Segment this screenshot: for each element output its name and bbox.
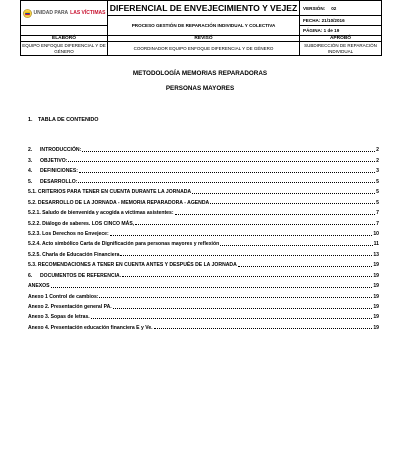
toc-entry-number: 3. xyxy=(28,157,33,164)
reviso-label: REVISÓ xyxy=(108,36,300,42)
reviso-name: COORDINADOR EQUIPO ENFOQUE DIFERENCIAL Y DE GÉNERO xyxy=(108,42,300,56)
toc-entry-page: 19 xyxy=(373,324,379,331)
toc-entry[interactable] xyxy=(28,195,379,205)
toc-entry[interactable] xyxy=(28,320,379,330)
toc-entry[interactable] xyxy=(28,143,379,153)
toc-entry-page: 5 xyxy=(376,199,379,206)
version-label: VERSIÓN: xyxy=(303,5,326,11)
toc-entry-text[interactable]: DOCUMENTOS DE REFERENCIA. xyxy=(40,272,122,279)
toc-entry-page: 19 xyxy=(373,262,379,269)
toc-leader-dots xyxy=(192,193,375,194)
toc-entry-page: 10 xyxy=(373,230,379,237)
toc-entry-page: 2 xyxy=(376,147,379,154)
toc-heading-number: 1. xyxy=(28,117,33,123)
toc-entry-text[interactable]: Anexo 2. Presentación general PA. xyxy=(28,304,112,310)
colombia-seal-icon xyxy=(23,9,32,18)
toc-entry-page: 5 xyxy=(376,189,379,196)
toc-entry-text[interactable]: 5.2.1. Saludo de bienvenida y acogida a víctimas asistentes: xyxy=(28,210,174,217)
toc-entry-text[interactable]: DEFINICIONES: xyxy=(40,168,78,175)
toc-entry[interactable] xyxy=(28,279,379,289)
toc-heading-label: TABLA DE CONTENIDO xyxy=(38,117,99,123)
toc-leader-dots xyxy=(135,224,375,225)
toc-entry[interactable] xyxy=(28,185,379,195)
toc-entry-page: 19 xyxy=(373,293,379,300)
toc-entry-page: 7 xyxy=(376,220,379,227)
methodology-title: METODOLOGÍA MEMORIAS REPARADORAS xyxy=(132,70,268,77)
toc-entry-number: 2. xyxy=(28,147,33,154)
logo-text: UNIDAD PARA xyxy=(33,10,69,16)
toc-leader-dots xyxy=(120,255,372,256)
toc-leader-dots xyxy=(82,151,375,152)
document-title-cell: DIFERENCIAL DE ENVEJECIMIENTO Y VEJEZ xyxy=(108,1,300,16)
toc-entry-text[interactable]: 5.2. DESARROLLO DE LA JORNADA - MEMORIA REPARADORA - AGENDA xyxy=(28,199,210,206)
toc-entry-text[interactable]: OBJETIVO: xyxy=(40,157,68,164)
toc-leader-dots xyxy=(78,182,375,183)
toc-entry-text[interactable]: DESARROLLO: xyxy=(40,178,78,185)
toc-entry[interactable] xyxy=(28,300,379,310)
unidad-victimas-logo xyxy=(21,9,107,18)
toc-entry-text[interactable]: 5.3. RECOMENDACIONES A TENER EN CUENTA ANTES Y DESPUÉS DE LA JORNADA xyxy=(28,262,237,269)
toc-entry-text[interactable]: 5.2.5. Charla de Educación Financiera xyxy=(28,251,120,258)
toc-entry-text[interactable]: 5.2.3. Los Derechos no Envejece: xyxy=(28,230,109,237)
toc-entry-page: 11 xyxy=(373,241,379,248)
methodology-subtitle: PERSONAS MAYORES xyxy=(165,85,235,92)
toc-entry[interactable] xyxy=(28,174,379,184)
toc-leader-dots xyxy=(91,318,373,319)
table-of-contents xyxy=(28,143,379,331)
elaboro-name: EQUIPO ENFOQUE DIFERENCIAL Y DE GÉNERO xyxy=(22,43,106,54)
toc-entry[interactable] xyxy=(28,258,379,268)
aprobo-label: APROBÓ xyxy=(300,36,382,42)
toc-entry-number: 5. xyxy=(28,178,33,185)
toc-entry-page: 3 xyxy=(376,168,379,175)
process-cell: PROCESO GESTIÓN DE REPARACIÓN INDIVIDUAL Y COLECTIVA xyxy=(108,16,300,36)
date-cell: FECHA: 21/10/2016 xyxy=(300,16,382,26)
toc-leader-dots xyxy=(175,214,376,215)
toc-entry[interactable] xyxy=(28,153,379,163)
toc-heading xyxy=(28,117,99,123)
toc-entry-page: 19 xyxy=(373,283,379,290)
toc-entry-number: 4. xyxy=(28,168,33,175)
version-value: 02 xyxy=(331,5,337,11)
toc-entry[interactable] xyxy=(28,268,379,278)
toc-entry-text[interactable]: 5.2.2. Diálogo de saberes. LOS CINCO MÁS, xyxy=(28,220,135,227)
toc-entry-page: 2 xyxy=(376,157,379,164)
toc-entry-text[interactable]: ANEXOS xyxy=(28,283,50,290)
toc-entry[interactable] xyxy=(28,289,379,299)
logo-cell-bottom xyxy=(21,26,108,36)
toc-leader-dots xyxy=(113,308,373,309)
toc-entry-page: 19 xyxy=(373,314,379,321)
toc-entry-number: 6. xyxy=(28,272,33,279)
aprobo-name: SUBDIRECCIÓN DE REPARACIÓN INDIVIDUAL xyxy=(300,42,382,56)
toc-entry-text[interactable]: Anexo 3. Sopas de letras. xyxy=(28,314,90,321)
toc-leader-dots xyxy=(110,235,373,236)
toc-entry[interactable] xyxy=(28,164,379,174)
toc-leader-dots xyxy=(220,245,372,246)
version-cell xyxy=(300,1,382,16)
toc-leader-dots xyxy=(79,172,375,173)
toc-entry-page: 19 xyxy=(373,272,379,279)
document-header-table xyxy=(20,0,382,56)
toc-entry-text[interactable]: INTRODUCCIÓN: xyxy=(40,147,82,154)
toc-entry[interactable] xyxy=(28,227,379,237)
toc-entry[interactable] xyxy=(28,216,379,226)
toc-entry-page: 5 xyxy=(376,178,379,185)
toc-entry-page: 13 xyxy=(373,251,379,258)
toc-entry-text[interactable]: 5.2.4. Acto simbólico Carta de Dignificación para personas mayores y reflexión xyxy=(28,241,220,248)
toc-leader-dots xyxy=(210,203,375,204)
toc-leader-dots xyxy=(99,297,372,298)
toc-leader-dots xyxy=(51,287,373,288)
toc-entry-text[interactable]: Anexo 1 Control de cambios: xyxy=(28,293,99,300)
toc-entry[interactable] xyxy=(28,206,379,216)
toc-leader-dots xyxy=(68,161,375,162)
elaboro-label: ELABORÓ xyxy=(21,36,108,42)
toc-leader-dots xyxy=(154,328,373,329)
logo-cell xyxy=(21,1,108,26)
toc-entry-text[interactable]: Anexo 4. Presentación educación financiera E y Ve. xyxy=(28,324,153,331)
toc-entry-page: 7 xyxy=(376,210,379,217)
toc-leader-dots xyxy=(122,276,372,277)
page-cell: PÁGINA: 1 de 19 xyxy=(300,26,382,36)
toc-entry[interactable] xyxy=(28,247,379,257)
toc-entry-text[interactable]: 5.1. CRITERIOS PARA TENER EN CUENTA DURANTE LA JORNADA xyxy=(28,189,192,196)
logo-accent-text: LAS VÍCTIMAS xyxy=(70,10,106,16)
toc-entry[interactable] xyxy=(28,310,379,320)
toc-entry[interactable] xyxy=(28,237,379,247)
toc-leader-dots xyxy=(238,266,373,267)
toc-entry-page: 19 xyxy=(373,304,379,310)
